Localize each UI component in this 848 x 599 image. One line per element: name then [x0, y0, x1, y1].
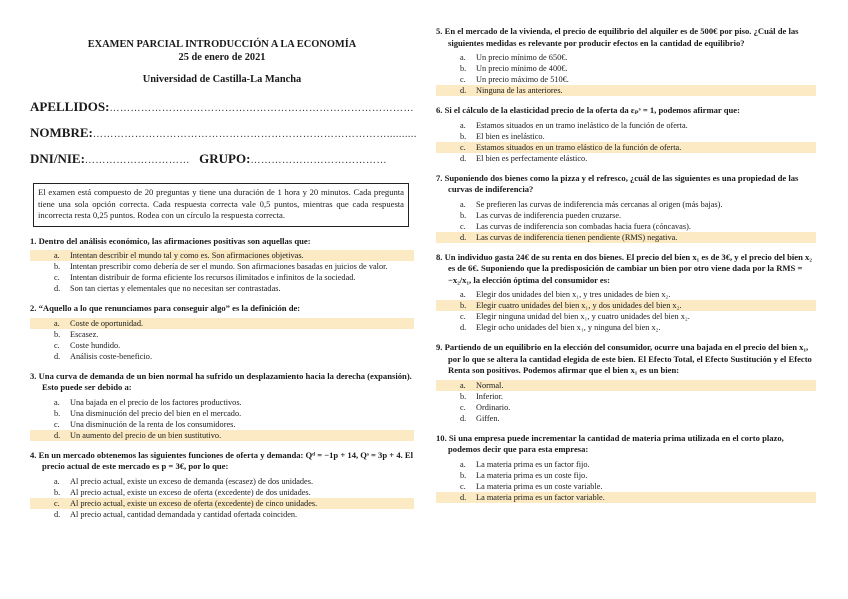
option-letter: c.	[460, 75, 466, 84]
option-text: Estamos situados en un tramo inelástico de la función de oferta.	[476, 120, 688, 130]
option-text: Un precio máximo de 510€.	[476, 75, 569, 84]
instructions-box: El examen está compuesto de 20 preguntas y tiene una duración de 1 hora y 20 minutos. Cada pregunta tiene una sola opción correcta. Cada respuesta correcta vale 0,5 puntos, mientras que cada respuesta incorrecta resta 0,25 puntos. Rodea con un círculo la respuesta correcta.	[33, 183, 409, 227]
option-letter: d.	[460, 232, 467, 242]
option[interactable]	[30, 509, 414, 520]
option[interactable]	[30, 272, 414, 283]
option-text: Elegir ocho unidades del bien x₁, y ninguna del bien x₂.	[476, 323, 661, 332]
questions-left	[30, 236, 414, 520]
option-text: Las curvas de indiferencia son combadas hacia fuera (cóncavas).	[476, 221, 691, 231]
option-letter: b.	[54, 487, 61, 497]
question-6	[436, 105, 816, 164]
question-stem: 6. Si el cálculo de la elasticidad precio de la oferta da εₚˢ = 1, podemos afirmar que:	[436, 105, 740, 115]
option-selected[interactable]	[30, 318, 414, 329]
option[interactable]	[30, 487, 414, 498]
question-stem: 7. Suponiendo dos bienes como la pizza y el refresco, ¿cuál de las siguientes es una propiedad de las curvas de indiferencia?	[436, 172, 799, 194]
option[interactable]	[30, 397, 414, 408]
option-letter: c.	[460, 221, 466, 231]
dni-label: DNI/NIE:	[30, 151, 85, 166]
question-5	[436, 26, 816, 96]
options-list	[30, 250, 414, 294]
option-letter: d.	[460, 323, 467, 332]
question-3	[30, 371, 414, 441]
option[interactable]	[436, 131, 816, 142]
option-letter: c.	[460, 481, 466, 491]
option-letter: a.	[460, 199, 466, 209]
options-list	[30, 476, 414, 520]
option-letter: d.	[54, 351, 61, 361]
option[interactable]	[436, 311, 816, 322]
option-letter: a.	[54, 476, 60, 486]
option-text: Se prefieren las curvas de indiferencia más cercanas al origen (más bajas).	[476, 199, 723, 209]
option-text: Ninguna de las anteriores.	[476, 86, 563, 95]
option-letter: d.	[460, 492, 467, 502]
option[interactable]	[30, 408, 414, 419]
right-column	[436, 0, 816, 503]
option-selected[interactable]	[436, 380, 816, 391]
option[interactable]	[30, 283, 414, 294]
grupo-field[interactable]	[199, 151, 387, 166]
option-text: Un aumento del precio de un bien sustitutivo.	[70, 430, 222, 440]
option-letter: c.	[54, 498, 60, 508]
option-letter: b.	[460, 470, 467, 480]
option-letter: b.	[54, 262, 61, 272]
option[interactable]	[436, 289, 816, 300]
option[interactable]	[30, 351, 414, 362]
dni-grupo-row	[30, 151, 414, 177]
option[interactable]	[436, 120, 816, 131]
options-list	[436, 380, 816, 424]
option-selected[interactable]	[436, 300, 816, 311]
option[interactable]	[436, 413, 816, 424]
option-text: La materia prima es un coste variable.	[476, 481, 603, 491]
option-selected[interactable]	[30, 430, 414, 441]
exam-date: 25 de enero de 2021	[178, 52, 266, 63]
option-letter: c.	[54, 273, 60, 283]
option-text: Escasez.	[70, 329, 99, 339]
option[interactable]	[30, 419, 414, 430]
question-stem: 4. En un mercado obtenemos las siguientes funciones de oferta y demanda: Qᵈ = −1p + 14, Qˢ = 3p + 4. El precio actual de este mercado es p = 3€, por lo que:	[30, 449, 414, 472]
option-text: La materia prima es un factor fijo.	[476, 459, 590, 469]
option-letter: d.	[460, 153, 467, 163]
options-list	[436, 120, 816, 164]
options-list	[30, 397, 414, 441]
option[interactable]	[436, 199, 816, 210]
option-selected[interactable]	[436, 232, 816, 243]
question-4	[30, 450, 414, 520]
option[interactable]	[30, 476, 414, 487]
exam-title: EXAMEN PARCIAL INTRODUCCIÓN A LA ECONOMÍA	[87, 39, 357, 50]
option-text: Elegir dos unidades del bien x₁, y tres unidades de bien x₂.	[476, 290, 671, 299]
nombre-field[interactable]	[30, 125, 417, 151]
option[interactable]	[30, 329, 414, 340]
option-text: Análisis coste-beneficio.	[70, 351, 153, 361]
questions-right	[436, 26, 816, 503]
option[interactable]	[436, 402, 816, 413]
option-letter: a.	[460, 53, 466, 62]
option-letter: b.	[460, 391, 467, 401]
option[interactable]	[436, 153, 816, 164]
option[interactable]	[436, 470, 816, 481]
option-text: Elegir ninguna unidad del bien x₁, y cuatro unidades del bien x₂.	[476, 312, 690, 321]
option-text: Normal.	[476, 380, 504, 390]
option-letter: b.	[54, 408, 61, 418]
option-letter: b.	[460, 131, 467, 141]
question-10	[436, 433, 816, 503]
question-7	[436, 173, 816, 243]
grupo-label: GRUPO:	[199, 151, 251, 166]
option-selected[interactable]	[436, 85, 816, 96]
option-text: Son tan ciertas y elementales que no necesitan ser contrastadas.	[70, 284, 281, 294]
option-letter: c.	[460, 142, 466, 152]
question-stem: 2. “Aquello a lo que renunciamos para conseguir algo” es la definición de:	[30, 303, 301, 314]
option-letter: b.	[460, 210, 467, 220]
option-selected[interactable]	[30, 498, 414, 509]
question-1	[30, 236, 414, 295]
option-letter: d.	[460, 86, 467, 95]
option-letter: a.	[460, 459, 466, 469]
option-text: Al precio actual, existe un exceso de oferta (excedente) de cinco unidades.	[70, 498, 318, 508]
option[interactable]	[436, 74, 816, 85]
option[interactable]	[436, 210, 816, 221]
nombre-dots: …………………………………………………………………………..........	[92, 129, 417, 140]
option[interactable]	[30, 261, 414, 272]
left-column	[30, 0, 417, 520]
option-text: Una disminución de la renta de los consumidores.	[70, 419, 236, 429]
dni-field[interactable]	[30, 151, 190, 166]
option-text: La materia prima es un factor variable.	[476, 492, 605, 502]
option-text: Al precio actual, existe un exceso de oferta (excedente) de dos unidades.	[70, 487, 311, 497]
option-text: Elegir cuatro unidades del bien x₁, y dos unidades del bien x₂.	[476, 301, 682, 310]
option-letter: a.	[54, 251, 60, 261]
question-stem: 5. En el mercado de la vivienda, el precio de equilibrio del alquiler es de 500€ por piso. ¿Cuál de las siguientes medidas es relevante por producir efectos en la cantidad de equilibrio?	[436, 26, 799, 48]
option-letter: a.	[460, 290, 466, 299]
option-letter: a.	[460, 120, 466, 130]
option-text: Intentan distribuir de forma eficiente los recursos ilimitados e infinitos de la sociedad.	[70, 273, 356, 283]
grupo-dots: …………………………………	[250, 155, 387, 166]
option-text: Intentan prescribir como debería de ser el mundo. Son afirmaciones basadas en juicios de valor.	[70, 262, 388, 272]
option-text: Un precio mínimo de 650€.	[476, 53, 568, 62]
option-text: Al precio actual, existe un exceso de demanda (escasez) de dos unidades.	[70, 476, 314, 486]
option-letter: d.	[54, 284, 61, 294]
option-text: Una disminución del precio del bien en el mercado.	[70, 408, 242, 418]
option-letter: a.	[460, 380, 466, 390]
option-text: El bien es inelástico.	[476, 131, 545, 141]
options-list	[436, 459, 816, 503]
apellidos-label: APELLIDOS:	[30, 99, 110, 114]
university-name: Universidad de Castilla-La Mancha	[142, 74, 302, 85]
option-letter: c.	[460, 312, 466, 321]
option-letter: d.	[54, 509, 61, 519]
question-stem: 9. Partiendo de un equilibrio en la elección del consumidor, ocurre una bajada en el precio del bien x₁, por lo que se altera la cantidad elegida de este bien. El Efecto Total, el Efecto Sustitución y el Efecto Renta son positivos. Podemos afirmar que el bien x₁ es un bien:	[436, 342, 812, 375]
options-list	[436, 289, 816, 333]
option-text: Coste hundido.	[70, 340, 121, 350]
option[interactable]	[436, 322, 816, 333]
option-selected[interactable]	[30, 250, 414, 261]
option-letter: b.	[460, 64, 467, 73]
option-letter: a.	[54, 318, 60, 328]
option-text: Inferior.	[476, 391, 503, 401]
question-stem: 10. Si una empresa puede incrementar la cantidad de materia prima utilizada en el corto plazo, podemos decir que para esta empresa:	[436, 432, 784, 454]
option-letter: d.	[54, 430, 61, 440]
options-list	[30, 318, 414, 362]
option-text: Una bajada en el precio de los factores productivos.	[70, 397, 242, 407]
option-text: Intentan describir el mundo tal y como es. Son afirmaciones objetivas.	[70, 251, 304, 261]
option[interactable]	[436, 459, 816, 470]
option[interactable]	[30, 340, 414, 351]
option-text: Las curvas de indiferencia pueden cruzarse.	[476, 210, 622, 220]
options-list	[436, 199, 816, 243]
question-stem: 1. Dentro del análisis económico, las afirmaciones positivas son aquellas que:	[30, 235, 311, 246]
option-text: Giffen.	[476, 413, 500, 423]
question-9	[436, 342, 816, 424]
dni-dots: …………………………	[84, 155, 190, 166]
option-text: Un precio mínimo de 400€.	[476, 64, 568, 73]
apellidos-dots: ……………………………………………………………………………	[109, 103, 414, 114]
option-letter: d.	[460, 413, 467, 423]
option-text: Las curvas de indiferencia tienen pendiente (RMS) negativa.	[476, 232, 678, 242]
option-letter: b.	[54, 329, 61, 339]
option-letter: c.	[54, 419, 60, 429]
option-text: Coste de oportunidad.	[70, 318, 144, 328]
option[interactable]	[436, 391, 816, 402]
option-text: Ordinario.	[476, 402, 511, 412]
option-text: Estamos situados en un tramo elástico de la función de oferta.	[476, 142, 682, 152]
option-letter: b.	[460, 301, 467, 310]
options-list	[436, 52, 816, 96]
option-letter: a.	[54, 397, 60, 407]
apellidos-field[interactable]	[30, 99, 414, 125]
option[interactable]	[436, 481, 816, 492]
option-selected[interactable]	[436, 492, 816, 503]
question-2	[30, 303, 414, 362]
option[interactable]	[436, 52, 816, 63]
option[interactable]	[436, 221, 816, 232]
question-stem: 8. Un individuo gasta 24€ de su renta en dos bienes. El precio del bien x₁ es de 3€, y el precio del bien x₂ es de 6€. Suponiendo que la predisposición de cambiar un bien por otro viene dada por la RMS = −x₂/x₁, la elección óptima del consumidor es:	[436, 251, 812, 285]
option-letter: c.	[460, 402, 466, 412]
option-text: El bien es perfectamente elástico.	[476, 153, 588, 163]
option[interactable]	[436, 63, 816, 74]
option-text: La materia prima es un coste fijo.	[476, 470, 588, 480]
nombre-label: NOMBRE:	[30, 125, 93, 140]
question-stem: 3. Una curva de demanda de un bien normal ha sufrido un desplazamiento hacia la derecha (expansión). Esto puede ser debido a:	[30, 370, 412, 393]
option-text: Al precio actual, cantidad demandada y cantidad ofertada coinciden.	[70, 509, 298, 519]
option-letter: c.	[54, 340, 60, 350]
question-8	[436, 252, 816, 334]
option-selected[interactable]	[436, 142, 816, 153]
